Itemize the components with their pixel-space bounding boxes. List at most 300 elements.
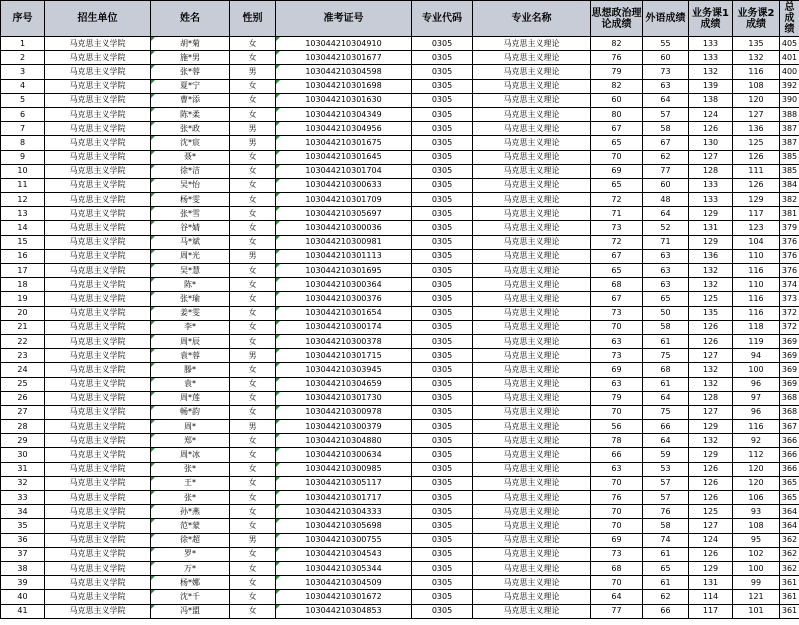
cell-major-name: 马克思主义理论: [473, 65, 591, 79]
cell-politics: 70: [591, 505, 643, 519]
col-header-index: 序号: [1, 1, 45, 37]
cell-politics: 72: [591, 193, 643, 207]
cell-major-name: 马克思主义理论: [473, 93, 591, 107]
cell-name: 周*冰: [151, 448, 230, 462]
cell-course1: 126: [689, 547, 733, 561]
cell-politics: 65: [591, 178, 643, 192]
cell-major-name: 马克思主义理论: [473, 193, 591, 207]
cell-gender: 女: [230, 107, 276, 121]
cell-index: 16: [1, 249, 45, 263]
cell-major-name: 马克思主义理论: [473, 505, 591, 519]
cell-exam-id: 103044210305698: [276, 519, 412, 533]
cell-exam-id: 103044210300378: [276, 334, 412, 348]
cell-language: 61: [643, 377, 689, 391]
cell-language: 50: [643, 306, 689, 320]
table-body: [1, 37, 799, 619]
cell-major-code: 0305: [412, 405, 473, 419]
cell-unit: 马克思主义学院: [45, 491, 151, 505]
cell-major-name: 马克思主义理论: [473, 292, 591, 306]
cell-exam-id: 103044210301715: [276, 349, 412, 363]
cell-major-name: 马克思主义理论: [473, 533, 591, 547]
cell-gender: 女: [230, 561, 276, 575]
cell-gender: 女: [230, 278, 276, 292]
cell-gender: 男: [230, 533, 276, 547]
table-row: [1, 420, 799, 434]
cell-unit: 马克思主义学院: [45, 590, 151, 604]
cell-exam-id: 103044210300376: [276, 292, 412, 306]
cell-major-name: 马克思主义理论: [473, 278, 591, 292]
cell-language: 76: [643, 505, 689, 519]
cell-politics: 76: [591, 51, 643, 65]
cell-gender: 女: [230, 491, 276, 505]
cell-language: 65: [643, 561, 689, 575]
cell-gender: 女: [230, 320, 276, 334]
cell-major-name: 马克思主义理论: [473, 264, 591, 278]
cell-major-code: 0305: [412, 448, 473, 462]
cell-course2: 116: [733, 65, 780, 79]
cell-name: 沈*千: [151, 590, 230, 604]
cell-gender: 女: [230, 547, 276, 561]
cell-major-name: 马克思主义理论: [473, 363, 591, 377]
cell-gender: 女: [230, 391, 276, 405]
cell-course2: 136: [733, 122, 780, 136]
table-row: [1, 292, 799, 306]
cell-index: 30: [1, 448, 45, 462]
cell-exam-id: 103044210304659: [276, 377, 412, 391]
cell-name: 周*光: [151, 249, 230, 263]
cell-exam-id: 103044210300981: [276, 235, 412, 249]
cell-course1: 132: [689, 65, 733, 79]
cell-politics: 69: [591, 164, 643, 178]
cell-total: 387: [780, 136, 799, 150]
cell-language: 52: [643, 221, 689, 235]
cell-course1: 126: [689, 122, 733, 136]
cell-language: 75: [643, 349, 689, 363]
cell-index: 29: [1, 434, 45, 448]
cell-exam-id: 103044210305117: [276, 476, 412, 490]
cell-politics: 66: [591, 448, 643, 462]
cell-course2: 96: [733, 377, 780, 391]
cell-language: 60: [643, 51, 689, 65]
cell-total: 365: [780, 491, 799, 505]
cell-language: 64: [643, 207, 689, 221]
cell-politics: 69: [591, 363, 643, 377]
cell-index: 4: [1, 79, 45, 93]
table-row: [1, 178, 799, 192]
table-row: [1, 391, 799, 405]
cell-unit: 马克思主义学院: [45, 122, 151, 136]
cell-gender: 女: [230, 37, 276, 51]
cell-language: 58: [643, 320, 689, 334]
cell-course2: 123: [733, 221, 780, 235]
cell-language: 64: [643, 434, 689, 448]
cell-exam-id: 103044210304956: [276, 122, 412, 136]
cell-name: 畅*韵: [151, 405, 230, 419]
cell-gender: 女: [230, 292, 276, 306]
cell-name: 杨*娜: [151, 576, 230, 590]
cell-major-code: 0305: [412, 349, 473, 363]
table-row: [1, 93, 799, 107]
cell-index: 3: [1, 65, 45, 79]
cell-course2: 120: [733, 462, 780, 476]
table-row: [1, 405, 799, 419]
cell-language: 55: [643, 37, 689, 51]
cell-politics: 69: [591, 533, 643, 547]
cell-major-code: 0305: [412, 264, 473, 278]
cell-name: 周*: [151, 420, 230, 434]
cell-major-code: 0305: [412, 292, 473, 306]
cell-exam-id: 103044210300634: [276, 448, 412, 462]
cell-major-code: 0305: [412, 377, 473, 391]
table-row: [1, 462, 799, 476]
cell-total: 392: [780, 79, 799, 93]
cell-course2: 110: [733, 278, 780, 292]
cell-major-code: 0305: [412, 491, 473, 505]
cell-total: 368: [780, 405, 799, 419]
cell-course2: 100: [733, 561, 780, 575]
cell-gender: 女: [230, 164, 276, 178]
cell-politics: 76: [591, 491, 643, 505]
cell-major-name: 马克思主义理论: [473, 334, 591, 348]
cell-major-name: 马克思主义理论: [473, 590, 591, 604]
cell-major-name: 马克思主义理论: [473, 391, 591, 405]
cell-language: 53: [643, 462, 689, 476]
table-row: [1, 434, 799, 448]
col-header-politics: 思想政治理论成绩: [591, 1, 643, 37]
cell-course2: 104: [733, 235, 780, 249]
cell-course2: 116: [733, 306, 780, 320]
table-row: [1, 448, 799, 462]
cell-major-name: 马克思主义理论: [473, 221, 591, 235]
cell-politics: 79: [591, 391, 643, 405]
cell-major-code: 0305: [412, 306, 473, 320]
cell-name: 吴*慧: [151, 264, 230, 278]
cell-major-name: 马克思主义理论: [473, 178, 591, 192]
cell-total: 365: [780, 476, 799, 490]
cell-index: 21: [1, 320, 45, 334]
cell-course1: 128: [689, 391, 733, 405]
cell-gender: 男: [230, 122, 276, 136]
table-row: [1, 505, 799, 519]
cell-politics: 73: [591, 547, 643, 561]
cell-gender: 男: [230, 136, 276, 150]
table-row: [1, 533, 799, 547]
cell-language: 65: [643, 292, 689, 306]
cell-course1: 124: [689, 107, 733, 121]
table-row: [1, 306, 799, 320]
cell-exam-id: 103044210300174: [276, 320, 412, 334]
cell-total: 362: [780, 533, 799, 547]
cell-index: 11: [1, 178, 45, 192]
cell-politics: 65: [591, 136, 643, 150]
cell-major-code: 0305: [412, 207, 473, 221]
cell-major-name: 马克思主义理论: [473, 164, 591, 178]
cell-course2: 110: [733, 249, 780, 263]
cell-major-name: 马克思主义理论: [473, 150, 591, 164]
cell-course1: 126: [689, 320, 733, 334]
cell-course1: 126: [689, 334, 733, 348]
cell-total: 405: [780, 37, 799, 51]
cell-course2: 120: [733, 93, 780, 107]
cell-course1: 125: [689, 505, 733, 519]
cell-unit: 马克思主义学院: [45, 519, 151, 533]
cell-name: 袁*蓉: [151, 349, 230, 363]
table-row: [1, 79, 799, 93]
cell-exam-id: 103044210301654: [276, 306, 412, 320]
cell-index: 31: [1, 462, 45, 476]
cell-unit: 马克思主义学院: [45, 136, 151, 150]
cell-unit: 马克思主义学院: [45, 604, 151, 618]
cell-major-code: 0305: [412, 150, 473, 164]
cell-total: 376: [780, 235, 799, 249]
cell-course1: 132: [689, 264, 733, 278]
cell-major-name: 马克思主义理论: [473, 349, 591, 363]
cell-exam-id: 103044210300985: [276, 462, 412, 476]
cell-major-name: 马克思主义理论: [473, 604, 591, 618]
cell-total: 369: [780, 334, 799, 348]
cell-major-name: 马克思主义理论: [473, 448, 591, 462]
cell-course1: 126: [689, 491, 733, 505]
cell-course2: 101: [733, 604, 780, 618]
cell-gender: 女: [230, 221, 276, 235]
cell-major-code: 0305: [412, 93, 473, 107]
cell-total: 382: [780, 193, 799, 207]
cell-index: 7: [1, 122, 45, 136]
cell-gender: 女: [230, 363, 276, 377]
cell-language: 60: [643, 178, 689, 192]
cell-course1: 129: [689, 207, 733, 221]
cell-course1: 124: [689, 533, 733, 547]
cell-name: 吴*怡: [151, 178, 230, 192]
table-row: [1, 37, 799, 51]
cell-major-code: 0305: [412, 65, 473, 79]
table-row: [1, 51, 799, 65]
cell-gender: 男: [230, 65, 276, 79]
cell-major-code: 0305: [412, 37, 473, 51]
cell-language: 74: [643, 533, 689, 547]
cell-language: 62: [643, 150, 689, 164]
cell-major-name: 马克思主义理论: [473, 306, 591, 320]
cell-course2: 97: [733, 391, 780, 405]
cell-unit: 马克思主义学院: [45, 462, 151, 476]
cell-name: 胡*菊: [151, 37, 230, 51]
cell-name: 周*莲: [151, 391, 230, 405]
cell-exam-id: 103044210301698: [276, 79, 412, 93]
cell-index: 19: [1, 292, 45, 306]
cell-politics: 71: [591, 207, 643, 221]
cell-gender: 女: [230, 405, 276, 419]
cell-major-name: 马克思主义理论: [473, 491, 591, 505]
cell-language: 64: [643, 391, 689, 405]
cell-exam-id: 103044210304509: [276, 576, 412, 590]
cell-politics: 70: [591, 519, 643, 533]
cell-index: 41: [1, 604, 45, 618]
cell-course2: 96: [733, 405, 780, 419]
cell-course2: 135: [733, 37, 780, 51]
cell-exam-id: 103044210300978: [276, 405, 412, 419]
cell-course2: 93: [733, 505, 780, 519]
cell-unit: 马克思主义学院: [45, 533, 151, 547]
cell-total: 388: [780, 107, 799, 121]
cell-politics: 70: [591, 476, 643, 490]
cell-course2: 99: [733, 576, 780, 590]
cell-name: 周*辰: [151, 334, 230, 348]
cell-exam-id: 103044210301717: [276, 491, 412, 505]
col-header-total: 总成绩: [780, 1, 799, 37]
cell-course1: 135: [689, 306, 733, 320]
cell-politics: 72: [591, 235, 643, 249]
cell-total: 401: [780, 51, 799, 65]
cell-major-code: 0305: [412, 462, 473, 476]
cell-unit: 马克思主义学院: [45, 178, 151, 192]
col-header-course1: 业务课1成绩: [689, 1, 733, 37]
cell-course2: 116: [733, 292, 780, 306]
cell-major-code: 0305: [412, 178, 473, 192]
cell-major-name: 马克思主义理论: [473, 37, 591, 51]
cell-gender: 女: [230, 235, 276, 249]
cell-politics: 67: [591, 122, 643, 136]
cell-course1: 125: [689, 292, 733, 306]
cell-index: 5: [1, 93, 45, 107]
cell-major-name: 马克思主义理论: [473, 476, 591, 490]
cell-unit: 马克思主义学院: [45, 221, 151, 235]
cell-major-name: 马克思主义理论: [473, 235, 591, 249]
cell-gender: 女: [230, 519, 276, 533]
cell-major-code: 0305: [412, 235, 473, 249]
cell-index: 9: [1, 150, 45, 164]
cell-exam-id: 103044210305344: [276, 561, 412, 575]
cell-unit: 马克思主义学院: [45, 476, 151, 490]
cell-unit: 马克思主义学院: [45, 561, 151, 575]
cell-unit: 马克思主义学院: [45, 292, 151, 306]
cell-exam-id: 103044210300755: [276, 533, 412, 547]
cell-course2: 116: [733, 420, 780, 434]
cell-exam-id: 103044210303945: [276, 363, 412, 377]
cell-gender: 女: [230, 178, 276, 192]
cell-language: 62: [643, 590, 689, 604]
cell-language: 63: [643, 79, 689, 93]
cell-language: 61: [643, 334, 689, 348]
cell-major-name: 马克思主义理论: [473, 405, 591, 419]
cell-index: 6: [1, 107, 45, 121]
cell-course1: 136: [689, 249, 733, 263]
cell-total: 400: [780, 65, 799, 79]
cell-unit: 马克思主义学院: [45, 249, 151, 263]
cell-name: 滕*: [151, 363, 230, 377]
cell-gender: 女: [230, 448, 276, 462]
cell-gender: 女: [230, 505, 276, 519]
table-row: [1, 349, 799, 363]
cell-language: 63: [643, 278, 689, 292]
cell-name: 范*蒙: [151, 519, 230, 533]
cell-major-code: 0305: [412, 107, 473, 121]
cell-major-code: 0305: [412, 590, 473, 604]
cell-total: 366: [780, 448, 799, 462]
cell-course1: 129: [689, 561, 733, 575]
cell-exam-id: 103044210301672: [276, 590, 412, 604]
cell-index: 15: [1, 235, 45, 249]
cell-exam-id: 103044210300036: [276, 221, 412, 235]
table-row: [1, 476, 799, 490]
cell-index: 24: [1, 363, 45, 377]
cell-name: 李*: [151, 320, 230, 334]
cell-course1: 131: [689, 576, 733, 590]
cell-language: 68: [643, 363, 689, 377]
table-row: [1, 207, 799, 221]
cell-course2: 132: [733, 51, 780, 65]
cell-index: 14: [1, 221, 45, 235]
cell-politics: 73: [591, 306, 643, 320]
cell-unit: 马克思主义学院: [45, 37, 151, 51]
cell-total: 361: [780, 576, 799, 590]
cell-major-code: 0305: [412, 576, 473, 590]
cell-name: 罗*: [151, 547, 230, 561]
cell-major-name: 马克思主义理论: [473, 377, 591, 391]
cell-major-name: 马克思主义理论: [473, 136, 591, 150]
cell-language: 57: [643, 107, 689, 121]
cell-major-name: 马克思主义理论: [473, 576, 591, 590]
cell-index: 28: [1, 420, 45, 434]
cell-course1: 138: [689, 93, 733, 107]
cell-major-code: 0305: [412, 278, 473, 292]
cell-course1: 114: [689, 590, 733, 604]
cell-unit: 马克思主义学院: [45, 420, 151, 434]
cell-index: 39: [1, 576, 45, 590]
cell-exam-id: 103044210304910: [276, 37, 412, 51]
cell-gender: 女: [230, 434, 276, 448]
cell-gender: 女: [230, 193, 276, 207]
cell-name: 张*政: [151, 122, 230, 136]
cell-total: 369: [780, 377, 799, 391]
cell-name: 沈*宸: [151, 136, 230, 150]
cell-major-code: 0305: [412, 391, 473, 405]
cell-total: 367: [780, 420, 799, 434]
cell-politics: 82: [591, 37, 643, 51]
cell-unit: 马克思主义学院: [45, 391, 151, 405]
cell-index: 40: [1, 590, 45, 604]
cell-unit: 马克思主义学院: [45, 150, 151, 164]
cell-language: 73: [643, 65, 689, 79]
cell-major-code: 0305: [412, 434, 473, 448]
cell-total: 387: [780, 122, 799, 136]
cell-course2: 108: [733, 79, 780, 93]
cell-name: 王*: [151, 476, 230, 490]
cell-gender: 女: [230, 462, 276, 476]
cell-unit: 马克思主义学院: [45, 505, 151, 519]
cell-index: 38: [1, 561, 45, 575]
cell-politics: 68: [591, 561, 643, 575]
cell-major-code: 0305: [412, 547, 473, 561]
cell-index: 23: [1, 349, 45, 363]
table-row: [1, 193, 799, 207]
cell-major-code: 0305: [412, 420, 473, 434]
cell-major-code: 0305: [412, 164, 473, 178]
cell-total: 364: [780, 519, 799, 533]
cell-name: 陈*: [151, 278, 230, 292]
cell-index: 17: [1, 264, 45, 278]
cell-course1: 127: [689, 405, 733, 419]
cell-politics: 67: [591, 292, 643, 306]
cell-major-code: 0305: [412, 320, 473, 334]
cell-language: 63: [643, 264, 689, 278]
cell-index: 36: [1, 533, 45, 547]
cell-course2: 125: [733, 136, 780, 150]
cell-name: 夏*宁: [151, 79, 230, 93]
cell-gender: 女: [230, 93, 276, 107]
cell-index: 33: [1, 491, 45, 505]
cell-language: 59: [643, 448, 689, 462]
col-header-major-code: 专业代码: [412, 1, 473, 37]
